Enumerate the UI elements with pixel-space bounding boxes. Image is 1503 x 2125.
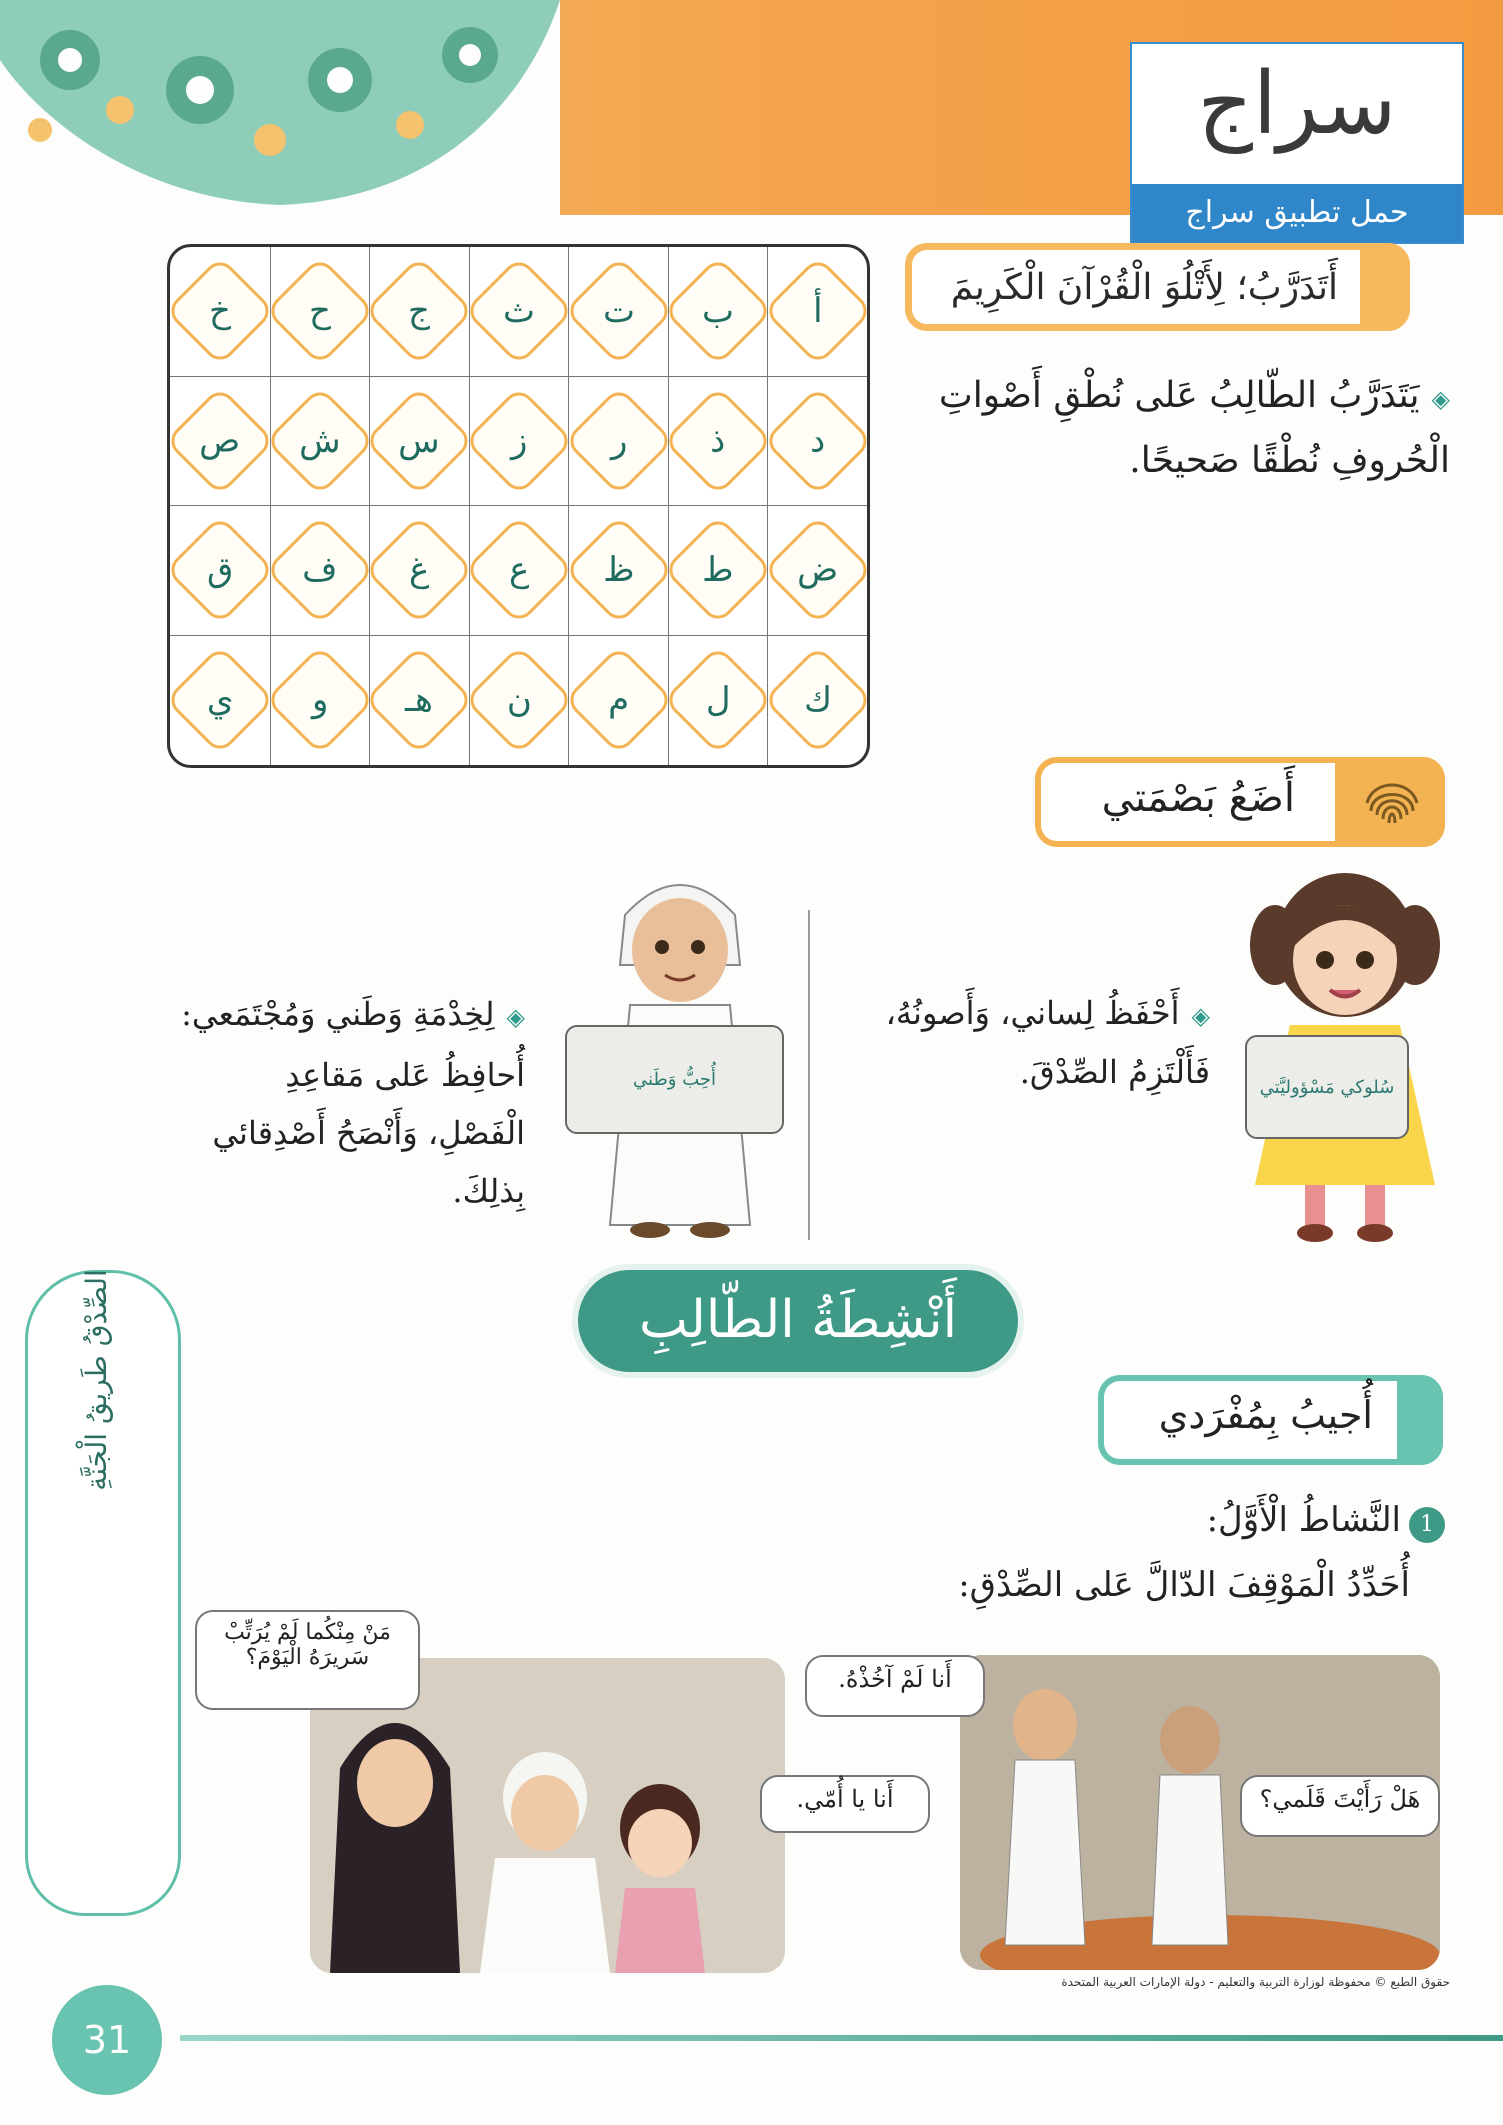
letter: ع	[508, 550, 530, 591]
activity-number: 1	[1409, 1507, 1445, 1543]
letter-cell[interactable]	[270, 247, 370, 377]
tadrib-title: أَتَدَرَّبُ؛ لِأَتْلُوَ الْقُرْآنَ الْكَرِيمَ	[950, 266, 1338, 308]
letter-cell[interactable]	[469, 377, 569, 507]
boy-line-1: لِخِدْمَةِ وَطَني وَمُجْتَمَعي:	[181, 995, 495, 1033]
letter: ت	[602, 291, 635, 332]
letter-cell[interactable]	[369, 506, 469, 636]
letter-cell[interactable]	[469, 636, 569, 766]
letter: ض	[797, 550, 839, 591]
letter-diamond	[167, 515, 275, 625]
letter-cell[interactable]	[170, 247, 270, 377]
letter-diamond	[265, 515, 375, 625]
fingerprint-icon	[1361, 771, 1423, 833]
boy-line-4: بِذلِكَ.	[452, 1172, 525, 1210]
letter-cell[interactable]	[170, 506, 270, 636]
speech-bubble: مَنْ مِنْكُما لَمْ يُرَتِّبْ سَريرَهُ الْيَوْمَ؟	[195, 1610, 420, 1710]
letter-diamond	[464, 645, 574, 755]
letter-diamond	[663, 645, 773, 755]
letter-cell[interactable]	[270, 506, 370, 636]
letter-cell[interactable]	[469, 506, 569, 636]
letter-diamond	[563, 256, 673, 366]
letter: ف	[302, 550, 338, 591]
letter-cell[interactable]	[668, 506, 768, 636]
letter-cell[interactable]	[369, 247, 469, 377]
girl-text	[860, 985, 1210, 1100]
letter: ل	[705, 680, 731, 721]
tadrib-header	[905, 243, 1410, 331]
islamic-ornament-icon	[0, 0, 560, 215]
letter: هـ	[405, 680, 434, 721]
letter-diamond	[364, 256, 474, 366]
boy-line-2: أُحافِظُ عَلى مَقاعِدِ	[285, 1056, 525, 1094]
letter-cell[interactable]	[568, 506, 668, 636]
letter-cell[interactable]	[568, 377, 668, 507]
girl-sign: سُلوكي مَسْؤوليَّتي	[1245, 1035, 1409, 1139]
letter-cell[interactable]	[767, 636, 867, 766]
letter-cell[interactable]	[170, 636, 270, 766]
letter-diamond	[167, 386, 275, 496]
side-text: الصِّدْقُ طَريقُ الْجَنَّةِ	[80, 1269, 113, 1491]
letter: ظ	[602, 550, 635, 591]
letter-diamond	[563, 645, 673, 755]
bullet-icon: ◈	[506, 1003, 525, 1031]
letter-diamond	[265, 645, 375, 755]
letter: ك	[803, 680, 832, 721]
letter-diamond	[763, 645, 870, 755]
speech-bubble: هَلْ رَأَيْتَ قَلَمي؟	[1240, 1775, 1440, 1837]
footer-line	[180, 2035, 1503, 2041]
letter: م	[608, 680, 630, 721]
letter-diamond	[167, 256, 275, 366]
ujib-title: أُجيبُ بِمُفْرَدي	[1158, 1393, 1373, 1437]
letter: ص	[199, 420, 241, 461]
basma-header	[1035, 757, 1445, 847]
activity-title: النَّشاطُ الْأَوَّلُ:	[1206, 1500, 1401, 1540]
letter: ث	[503, 291, 536, 332]
ujib-header	[1098, 1375, 1443, 1465]
girl-line-2: فَأَلْتَزِمُ الصِّدْقَ.	[1019, 1053, 1210, 1091]
letter: ي	[206, 680, 234, 721]
tadrib-text	[880, 365, 1450, 492]
letter: ز	[510, 420, 528, 461]
letter-diamond	[265, 256, 375, 366]
activities-banner: أَنْشِطَةُ الطّالِبِ	[578, 1270, 1018, 1372]
letter: س	[398, 420, 441, 461]
tadrib-line-2: الْحُروفِ نُطْقًا صَحيحًا.	[1129, 440, 1450, 481]
bullet-icon: ◈	[1191, 1002, 1210, 1030]
girl-line-1: أَحْفَظُ لِساني، وَأَصونُهُ،	[885, 994, 1180, 1032]
letter-diamond	[167, 645, 275, 755]
letter-cell[interactable]	[270, 377, 370, 507]
speech-bubble: أَنا لَمْ آخُذْهُ.	[805, 1655, 985, 1717]
letter-diamond	[464, 515, 574, 625]
letter: ذ	[710, 420, 726, 461]
letter: أ	[812, 291, 823, 332]
letters-grid	[167, 244, 870, 768]
letter-diamond	[364, 645, 474, 755]
letter: ب	[702, 291, 735, 332]
letter: و	[311, 680, 329, 721]
letter: ق	[206, 550, 233, 591]
tadrib-line-1: يَتَدَرَّبُ الطّالِبُ عَلى نُطْقِ أَصْواتِ	[938, 375, 1420, 416]
boy-text	[175, 985, 525, 1220]
letter: د	[810, 420, 826, 461]
letter-diamond	[563, 386, 673, 496]
letter-cell[interactable]	[369, 377, 469, 507]
letter: ح	[308, 291, 331, 332]
letter-cell[interactable]	[668, 636, 768, 766]
letter-cell[interactable]	[369, 636, 469, 766]
letter: ش	[299, 420, 341, 461]
letter-diamond	[663, 386, 773, 496]
letter-diamond	[663, 515, 773, 625]
letter-diamond	[763, 515, 870, 625]
letter-cell[interactable]	[668, 377, 768, 507]
copyright-credit: حقوق الطبع © محفوظة لوزارة التربية والتعليم - دولة الإمارات العربية المتحدة	[1061, 1975, 1450, 1989]
letter-cell[interactable]	[170, 377, 270, 507]
letter: ط	[702, 550, 734, 591]
speech-bubble: أَنا يا أُمّي.	[760, 1775, 930, 1833]
letter-diamond	[364, 515, 474, 625]
letter-cell[interactable]	[469, 247, 569, 377]
bullet-icon: ◈	[1431, 385, 1450, 413]
letter: ر	[610, 420, 627, 461]
letter: ن	[506, 680, 532, 721]
basma-title: أَضَعُ بَصْمَتي	[1101, 775, 1295, 821]
letter: خ	[208, 291, 231, 332]
boy-line-3: الْفَصْلِ، وَأَنْصَحُ أَصْدِقائي	[212, 1114, 525, 1152]
activity-instruction: أُحَدِّدُ الْمَوْقِفَ الدّالَّ عَلى الصِّدْقِ:	[958, 1565, 1410, 1605]
letter-diamond	[563, 515, 673, 625]
letter: غ	[409, 550, 430, 591]
letter-cell[interactable]	[767, 377, 867, 507]
letter-cell[interactable]	[767, 247, 867, 377]
logo-word: سراج	[1197, 54, 1397, 154]
boy-sign: أُحِبُّ وَطَني	[565, 1025, 784, 1134]
letter-diamond	[464, 256, 574, 366]
letter-cell[interactable]	[270, 636, 370, 766]
letter-diamond	[663, 256, 773, 366]
letter-cell[interactable]	[668, 247, 768, 377]
page-number: 31	[52, 1985, 162, 2095]
letter-diamond	[364, 386, 474, 496]
letter-diamond	[763, 386, 870, 496]
siraj-logo	[1130, 42, 1464, 244]
logo-tagline: حمل تطبيق سراج	[1132, 184, 1462, 242]
divider	[808, 910, 810, 1240]
letter-cell[interactable]	[568, 636, 668, 766]
letter: ج	[408, 291, 431, 332]
letter-cell[interactable]	[767, 506, 867, 636]
letter-diamond	[265, 386, 375, 496]
letter-diamond	[763, 256, 870, 366]
letter-diamond	[464, 386, 574, 496]
letter-cell[interactable]	[568, 247, 668, 377]
activity-heading	[1000, 1500, 1445, 1543]
